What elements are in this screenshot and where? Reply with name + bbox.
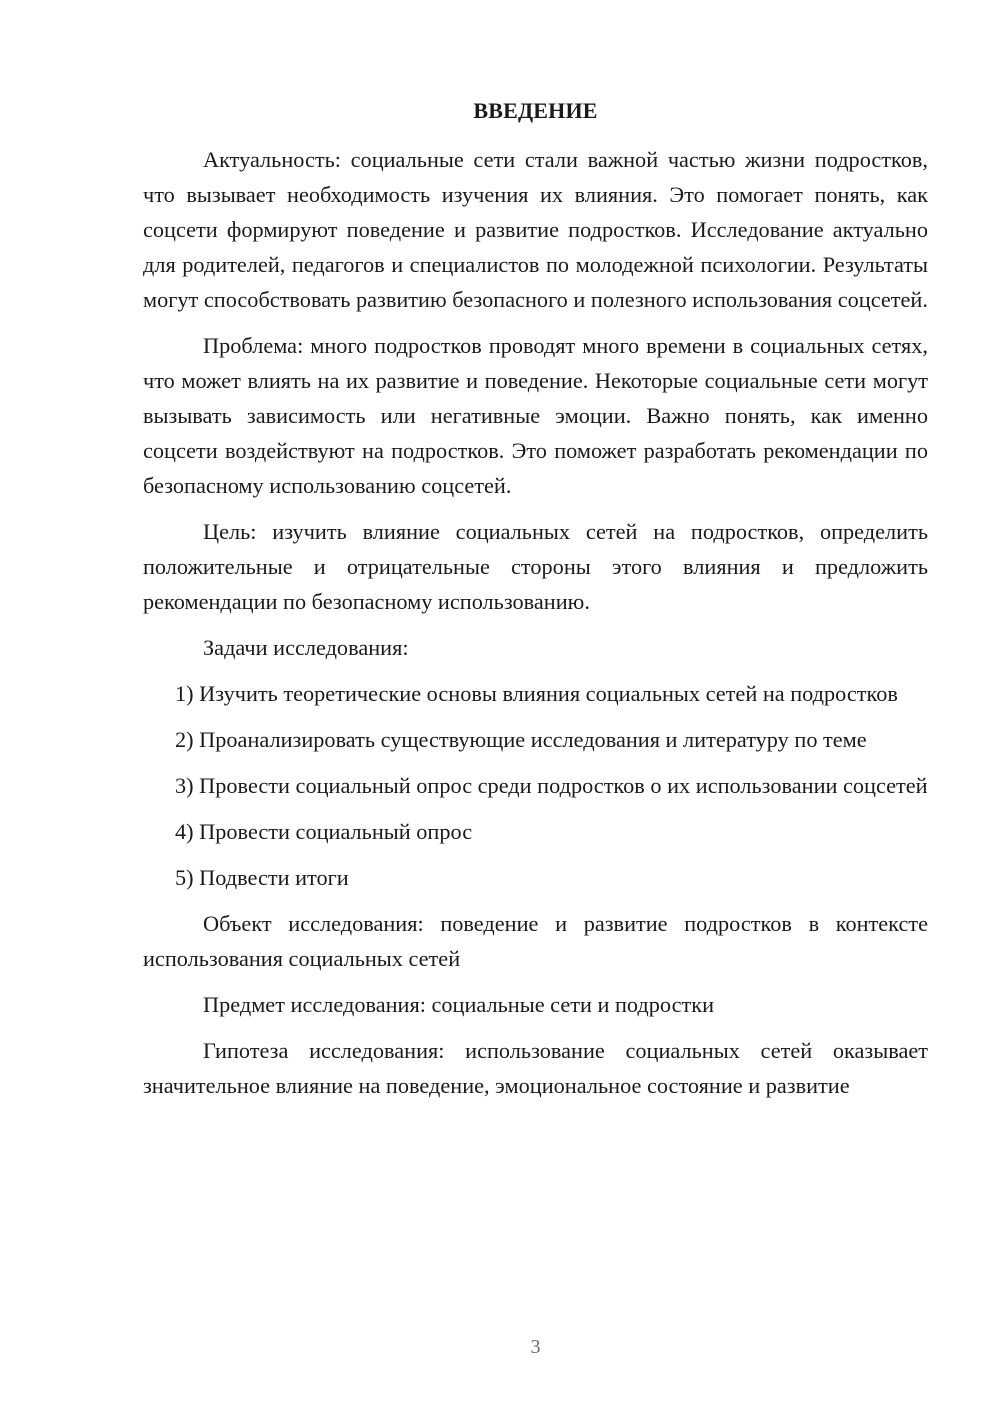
object-paragraph: Объект исследования: поведение и развитие подростков в контексте использования социальных сетей xyxy=(143,911,928,971)
task-item: 3) Провести социальный опрос среди подростков о их использовании соцсетей xyxy=(175,773,928,798)
goal-paragraph: Цель: изучить влияние социальных сетей на подростков, определить положительные и отрицательные стороны этого влияния и предложить рекомендации по безопасному использованию. xyxy=(143,519,928,614)
body-text xyxy=(143,142,928,1103)
task-item: 4) Провести социальный опрос xyxy=(175,819,473,844)
tasks-heading: Задачи исследования: xyxy=(203,635,409,660)
hypothesis-paragraph: Гипотеза исследования: использование социальных сетей оказывает значительное влияние на поведение, эмоциональное состояние и развитие xyxy=(143,1038,928,1098)
relevance-paragraph: Актуальность: социальные сети стали важной частью жизни подростков, что вызывает необходимость изучения их влияния. Это помогает понять, как соцсети формируют поведение и развитие подростков. Исследование актуально для родителей, педагогов и специалистов по молодежной психологии. Результаты могут способствовать развитию безопасного и полезного использования соцсетей. xyxy=(143,147,928,312)
document-page xyxy=(143,0,928,1414)
task-item: 2) Проанализировать существующие исследования и литературу по теме xyxy=(175,727,867,752)
section-title: ВВЕДЕНИЕ xyxy=(473,98,598,123)
task-item: 5) Подвести итоги xyxy=(175,865,349,890)
problem-paragraph: Проблема: много подростков проводят много времени в социальных сетях, что может влиять на их развитие и поведение. Некоторые социальные сети могут вызывать зависимость или негативные эмоции. Важно понять, как именно соцсети воздействуют на подростков. Это поможет разработать рекомендации по безопасному использованию соцсетей. xyxy=(143,333,928,498)
page-number: 3 xyxy=(530,1336,541,1358)
subject-paragraph: Предмет исследования: социальные сети и подростки xyxy=(203,992,715,1017)
task-item: 1) Изучить теоретические основы влияния социальных сетей на подростков xyxy=(175,681,898,706)
